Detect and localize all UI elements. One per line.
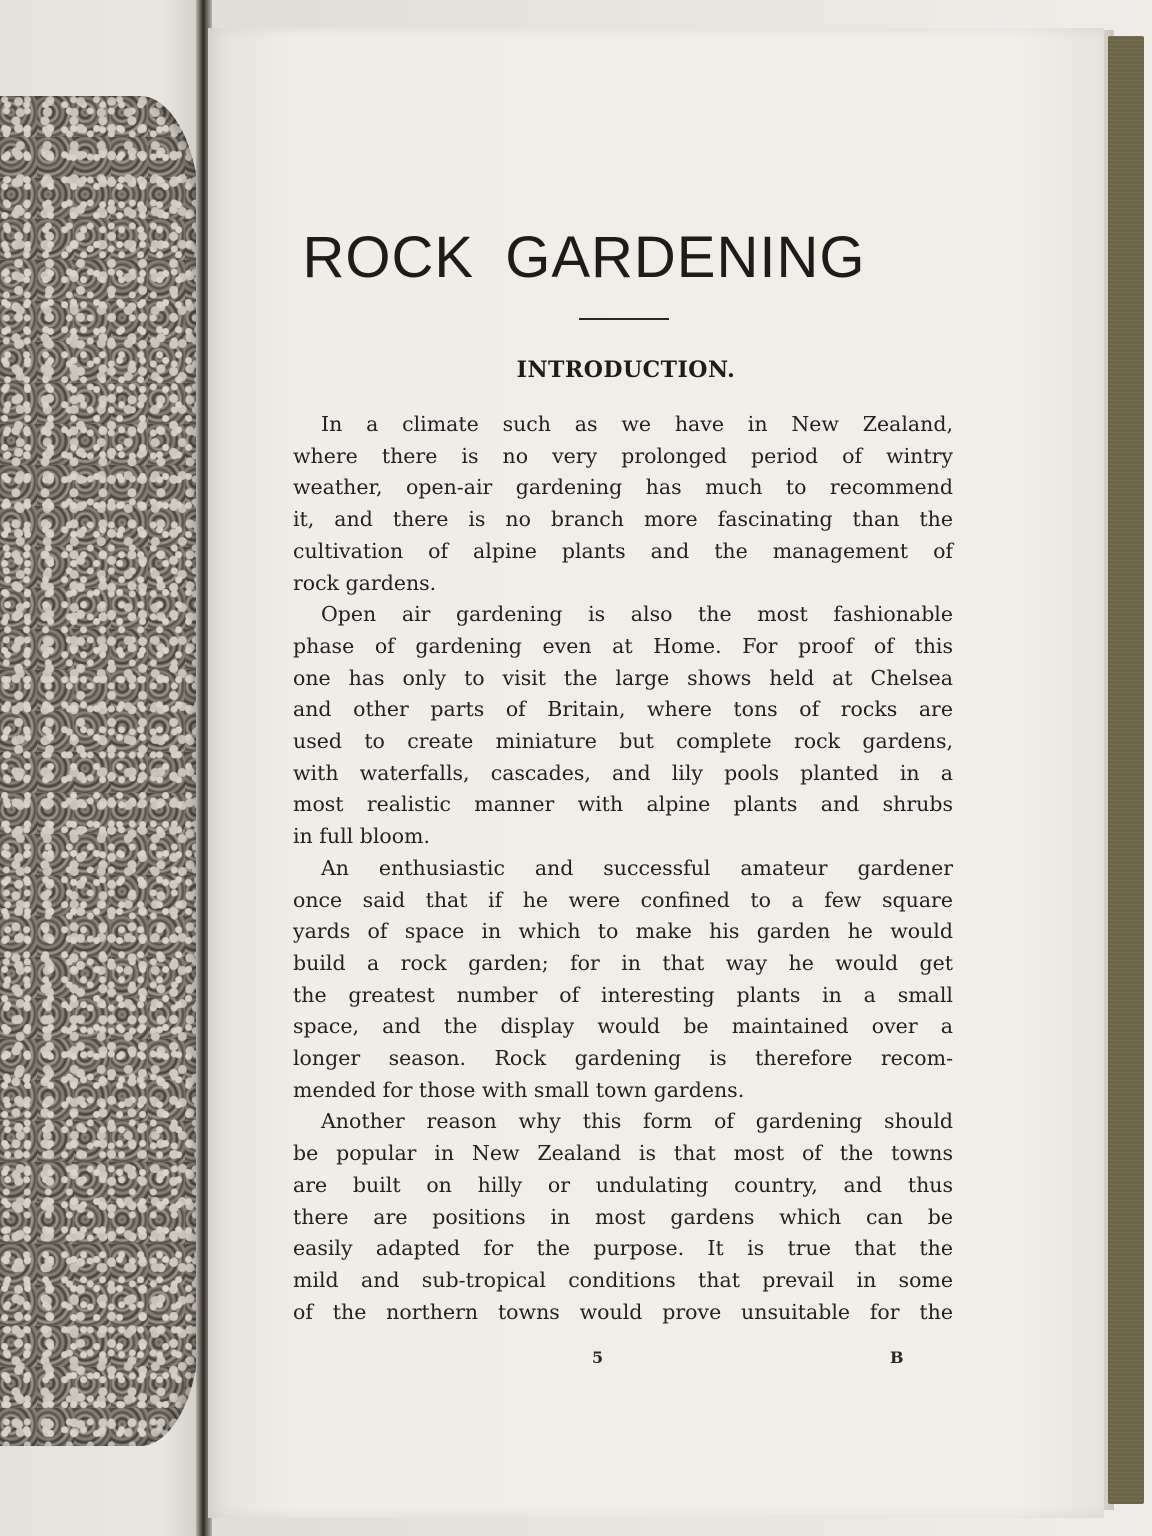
text-line: rock gardens. — [293, 570, 437, 595]
text-line: longer season. Rock gardening is therefore recom- — [293, 1046, 953, 1071]
paragraph — [293, 1106, 953, 1328]
paragraph — [293, 409, 953, 599]
title-rule — [579, 318, 669, 320]
page-title — [0, 224, 1152, 291]
text-line: once said that if he were confined to a few square — [293, 887, 953, 912]
text-line: yards of space in which to make his garden he would — [293, 919, 953, 944]
paragraph — [293, 599, 953, 853]
text-line: In a climate such as we have in New Zealand, — [321, 412, 953, 436]
text-line: be popular in New Zealand is that most of the towns — [293, 1141, 953, 1166]
text-line: easily adapted for the purpose. It is true that the — [293, 1236, 953, 1261]
signature-mark: B — [890, 1348, 904, 1367]
page-title-text: ROCK GARDENING — [302, 225, 866, 290]
text-line: of the northern towns would prove unsuitable for the — [293, 1299, 953, 1324]
text-line: space, and the display would be maintained over a — [293, 1014, 953, 1039]
body-text — [293, 409, 953, 1328]
section-heading: INTRODUCTION. — [516, 357, 736, 383]
text-line: one has only to visit the large shows held at Chelsea — [293, 665, 953, 690]
text-line: mended for those with small town gardens. — [293, 1077, 745, 1102]
text-line: and other parts of Britain, where tons of rocks are — [293, 697, 953, 722]
page-number: 5 — [592, 1348, 604, 1367]
text-line: it, and there is no branch more fascinating than the — [293, 507, 953, 532]
text-line: weather, open-air gardening has much to recommend — [293, 475, 953, 500]
text-line: there are positions in most gardens which can be — [293, 1204, 953, 1229]
text-line: Open air gardening is also the most fashionable — [321, 602, 953, 627]
text-line: in full bloom. — [293, 824, 431, 849]
text-line: are built on hilly or undulating country, and thus — [293, 1172, 953, 1197]
text-line: mild and sub-tropical conditions that prevail in some — [293, 1267, 953, 1292]
text-line: An enthusiastic and successful amateur gardener — [321, 855, 953, 880]
text-line: cultivation of alpine plants and the management of — [293, 538, 953, 563]
rock-garden-photo-plate — [0, 96, 200, 1446]
text-line: build a rock garden; for in that way he would get — [293, 950, 953, 975]
text-line: where there is no very prolonged period of wintry — [293, 443, 953, 468]
text-line: the greatest number of interesting plants in a small — [293, 982, 953, 1007]
text-line: phase of gardening even at Home. For proof of this — [293, 633, 953, 658]
paragraph — [293, 853, 953, 1107]
text-line: with waterfalls, cascades, and lily pools planted in a — [293, 760, 953, 785]
text-line: Another reason why this form of gardening should — [321, 1109, 953, 1134]
text-line: used to create miniature but complete rock gardens, — [293, 729, 953, 754]
text-line: most realistic manner with alpine plants and shrubs — [293, 792, 953, 817]
